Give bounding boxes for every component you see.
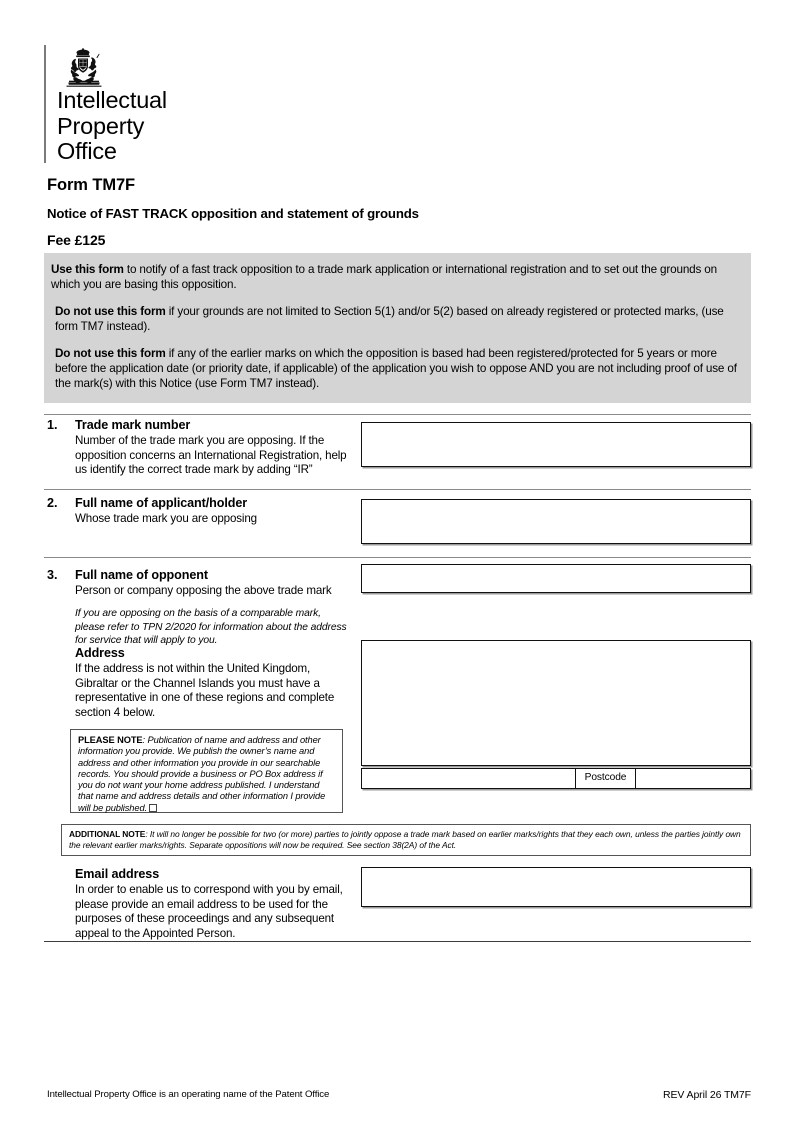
royal-coat-of-arms-icon (62, 47, 106, 89)
email-description: In order to enable us to correspond with you by email, please provide an email address to be used for the purposes of these proceedings and any subsequent appeal to the Appointed Person. (75, 883, 343, 940)
section-2-description: Whose trade mark you are opposing (75, 512, 257, 525)
email-heading: Email address (75, 867, 160, 881)
notice-text-donot-2: if any of the earlier marks on which the opposition is based had been registered/protected for 5 years or more before the application date (or priority date, if applicable) of the application you wish to oppose AND you are not including proof of use of the mark(s) with this Notice (use Form TM7 instead). (55, 346, 737, 391)
logo-wordmark (57, 88, 167, 165)
logo-vertical-rule (44, 45, 46, 163)
logo-word-office: Office (57, 138, 117, 164)
section-divider-4 (44, 941, 751, 942)
section-1-description: Number of the trade mark you are opposing. If the opposition concerns an International Registration, help us identify the correct trade mark by adding “IR” (75, 434, 347, 477)
footer-revision: REV April 26 TM7F (663, 1089, 751, 1101)
section-3-description: Person or company opposing the above trade mark (75, 584, 332, 597)
usage-notice-panel (44, 253, 751, 403)
applicant-holder-name-input[interactable] (361, 499, 751, 544)
notice-text-donot-1: if your grounds are not limited to Section 5(1) and/or 5(2) based on already registered or protected marks, (use form TM7 instead). (55, 304, 724, 334)
notice-lead-donot-1: Do not use this form (55, 304, 166, 318)
additional-note-box (61, 824, 751, 856)
section-3-number: 3. (47, 568, 58, 582)
section-2-number: 2. (47, 496, 58, 510)
notice-paragraph-do-not-use-2 (51, 346, 744, 392)
notice-lead-use: Use this form (51, 263, 124, 276)
ipo-logo (44, 45, 344, 165)
section-1-number: 1. (47, 418, 58, 432)
additional-note-lead: ADDITIONAL NOTE (69, 829, 146, 839)
form-subtitle: Notice of FAST TRACK opposition and statement of grounds (47, 206, 419, 221)
page-title: Form TM7F (47, 176, 136, 194)
section-3-heading: Full name of opponent (75, 568, 208, 582)
footer-legal-text: Intellectual Property Office is an operating name of the Patent Office (47, 1089, 330, 1100)
trade-mark-number-input[interactable] (361, 422, 751, 467)
address-input[interactable] (361, 640, 751, 766)
postcode-row (361, 768, 751, 789)
opponent-name-input[interactable] (361, 564, 751, 593)
logo-word-property: Property (57, 112, 145, 139)
address-description: If the address is not within the United Kingdom, Gibraltar or the Channel Islands you must have a representative in one of these regions and complete section 4 below. (75, 662, 335, 719)
email-address-input[interactable] (361, 867, 751, 907)
section-divider-1 (44, 414, 751, 415)
section-divider-3 (44, 557, 751, 558)
address-heading: Address (75, 646, 125, 660)
section-divider-2 (44, 489, 751, 490)
notice-paragraph-do-not-use-1 (51, 304, 744, 335)
address-line-extra[interactable] (361, 768, 576, 789)
please-note-text: : Publication of name and address and other information you provide. We publish the owner’s name and address and other information you provide in our searchable records. You should provide a business or PO Box address if you do not want your home address published. (78, 735, 323, 791)
comparable-mark-note: If you are opposing on the basis of a comparable mark, please refer to TPN 2/2020 for information about the address for service that will apply to you. (75, 608, 347, 647)
additional-note-text: : It will no longer be possible for two (or more) parties to jointly oppose a trade mark based on earlier marks/rights that they each own, unless the parties jointly own the relevant earlier marks/rights. Separate oppositions will now be required. See section 38(2A) of the Act. (69, 829, 741, 850)
postcode-input[interactable] (636, 768, 751, 789)
please-note-lead: PLEASE NOTE (78, 735, 143, 745)
postcode-label: Postcode (576, 768, 636, 789)
section-2-heading: Full name of applicant/holder (75, 496, 248, 510)
please-note-consent: I understand that name and address details and other information I provide will be published. (78, 780, 326, 813)
publication-consent-checkbox[interactable] (149, 804, 157, 812)
section-1-heading: Trade mark number (75, 418, 191, 432)
please-note-box (70, 729, 343, 813)
notice-paragraph-use-this-form (51, 262, 744, 293)
notice-lead-donot-2: Do not use this form (55, 346, 166, 360)
logo-word-intellectual: Intellectual (57, 87, 167, 113)
notice-text-use: to notify of a fast track opposition to a trade mark application or international registration and to set out the grounds on which you are basing this opposition. (51, 263, 718, 292)
form-fee: Fee £125 (47, 232, 106, 248)
